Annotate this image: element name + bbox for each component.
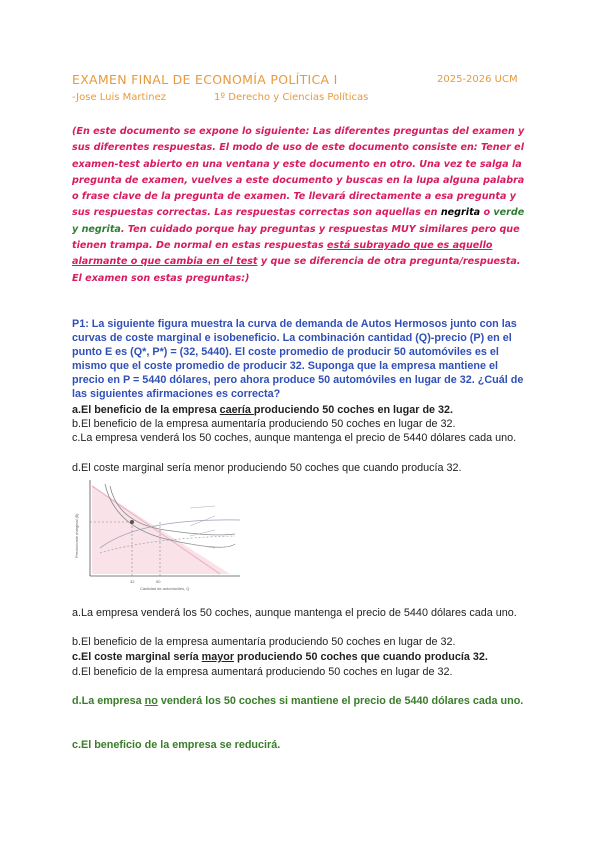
option-b-first: b.El beneficio de la empresa aumentaría produciendo 50 coches en lugar de 32.	[72, 418, 456, 430]
intro-negrita-2: negrita	[81, 223, 121, 235]
xtick-32: 32	[130, 579, 135, 584]
answer-2: c.El beneficio de la empresa se reducirá.	[72, 739, 281, 751]
option-c-second: c.El coste marginal sería mayor produciendo 50 coches que cuando producía 32.	[72, 651, 488, 663]
question-text: P1: La siguiente figura muestra la curva de demanda de Autos Hermosos junto con las curvas de coste marginal e isobeneficio. La combinación cantidad (Q)-precio (P) en el punto E es (Q*, P*) = (32, 5440). El coste promedio de producir 50 automóviles es el mismo que el coste promedio de producir 32. Suponga que la empresa mantiene el precio en P = 5440 dólares, pero ahora produce 50 automóviles en lugar de 32. ¿Cuál de las siguientes afirmaciones es correcta?	[72, 318, 524, 400]
intro-text-2: . Ten cuidado porque hay preguntas y respuestas MUY similares pero que tienen trampa. De normal en estas respuestas	[72, 223, 520, 252]
option-d-second: d.El beneficio de la empresa aumentará produciendo 50 coches en lugar de 32.	[72, 666, 453, 678]
doc-author: -Jose Luis Martinez	[72, 92, 166, 103]
intro-and: y	[72, 223, 82, 235]
doc-title: EXAMEN FINAL DE ECONOMÍA POLÍTICA I	[72, 72, 338, 87]
point-e	[130, 520, 134, 524]
doc-year: 2025-2026 UCM	[437, 74, 518, 85]
y-axis-label: Precio/coste marginal ($)	[74, 513, 79, 558]
option-a-first: a.El beneficio de la empresa caería produciendo 50 coches en lugar de 32.	[72, 404, 454, 416]
xtick-50: 50	[156, 579, 161, 584]
demand-cost-figure	[70, 478, 370, 598]
intro-verde: verde	[493, 207, 525, 219]
option-b-second: b.El beneficio de la empresa aumentaría produciendo 50 coches en lugar de 32.	[72, 636, 456, 648]
x-axis-label: Cantidad de automóviles, Q	[140, 586, 190, 591]
option-d-first: d.El coste marginal sería menor produciendo 50 coches que cuando producía 32.	[72, 462, 462, 474]
intro-negrita: negrita	[440, 207, 481, 219]
intro-text-3: y que se diferencia de otra pregunta/respuesta. El examen son estas preguntas:)	[72, 256, 521, 284]
intro-or: o	[480, 207, 494, 219]
option-c-first: c.La empresa venderá los 50 coches, aunque mantenga el precio de 5440 dólares cada uno.	[72, 432, 517, 444]
answer-1: d.La empresa no venderá los 50 coches si mantiene el precio de 5440 dólares cada uno.	[72, 695, 524, 707]
demand-area	[92, 486, 230, 574]
intro-underlined: está subrayado que es aquello alarmante o que cambia en el test	[72, 240, 493, 268]
intro-text-1: (En este documento se expone lo siguiente: Las diferentes preguntas del examen y sus diferentes respuestas. El modo de uso de este documento consiste en: Tener el examen-test abierto en una ventana y este documento en otro. Una vez te salga la pregunta de examen, vuelves a este documento y buscas en la lupa alguna palabra o frase clave de la pregunta de examen. Te llevará directamente a esa pregunta y sus respuestas correctas. Las respuestas correctas son aquellas en	[72, 126, 525, 219]
doc-course: 1º Derecho y Ciencias Políticas	[214, 92, 369, 103]
intro-paragraph	[72, 124, 532, 287]
option-a-second: a.La empresa venderá los 50 coches, aunque mantenga el precio de 5440 dólares cada uno.	[72, 607, 517, 619]
